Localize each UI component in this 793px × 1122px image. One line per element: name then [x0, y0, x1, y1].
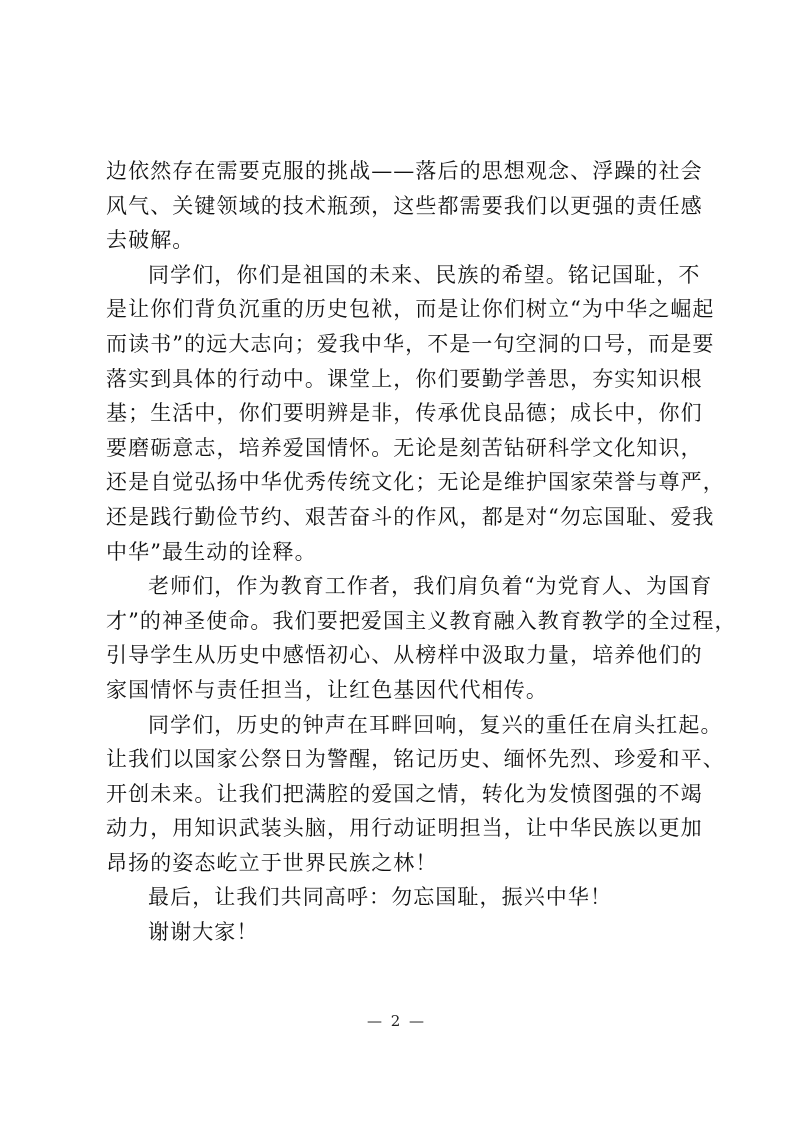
text-line: 让我们以国家公祭日为警醒，铭记历史、缅怀先烈、珍爱和平、 [106, 747, 725, 772]
page-number: — 2 — [366, 1012, 427, 1030]
text-line: 昂扬的姿态屹立于世界民族之林！ [106, 850, 438, 875]
text-line: 要磨砺意志，培养爱国情怀。无论是刻苦钻研科学文化知识， [106, 435, 703, 460]
text-line: 边依然存在需要克服的挑战——落后的思想观念、浮躁的社会 [106, 159, 703, 183]
paragraph-start-line: 老师们，作为教育工作者，我们肩负着“为党育人、为国育 [148, 574, 713, 599]
text-line: 开创未来。让我们把满腔的爱国之情，转化为发愤图强的不竭 [106, 781, 703, 806]
paragraph-start-line: 谢谢大家！ [148, 920, 259, 945]
body-text [106, 154, 737, 950]
text-line: 风气、关键领域的技术瓶颈，这些都需要我们以更强的责任感 [106, 193, 703, 218]
text-line: 去破解。 [106, 228, 195, 253]
text-line: 落实到具体的行动中。课堂上，你们要勤学善思，夯实知识根 [106, 366, 703, 391]
paragraph-start-line: 同学们，历史的钟声在耳畔回响，复兴的重任在肩头扛起。 [148, 712, 723, 737]
text-line: 基；生活中，你们要明辨是非，传承优良品德；成长中，你们 [106, 401, 703, 426]
text-line: 动力，用知识武装头脑，用行动证明担当，让中华民族以更加 [106, 816, 703, 841]
text-line: 是让你们背负沉重的历史包袱，而是让你们树立“为中华之崛起 [106, 297, 715, 322]
text-line: 中华”最生动的诠释。 [106, 539, 317, 564]
text-line: 还是自觉弘扬中华优秀传统文化；无论是维护国家荣誉与尊严， [106, 470, 725, 495]
text-line: 引导学生从历史中感悟初心、从榜样中汲取力量，培养他们的 [106, 643, 703, 668]
text-line: 家国情怀与责任担当，让红色基因代代相传。 [106, 677, 548, 702]
paragraph-start-line: 最后，让我们共同高呼：勿忘国耻，振兴中华！ [148, 885, 613, 910]
text-line: 还是践行勤俭节约、艰苦奋斗的作风，都是对“勿忘国耻、爱我 [106, 504, 715, 529]
text-line: 而读书”的远大志向；爱我中华，不是一句空洞的口号，而是要 [106, 331, 715, 356]
paragraph-start-line: 同学们，你们是祖国的未来、民族的希望。铭记国耻，不 [148, 262, 701, 287]
text-line: 才”的神圣使命。我们要把爱国主义教育融入教育教学的全过程， [106, 608, 737, 633]
